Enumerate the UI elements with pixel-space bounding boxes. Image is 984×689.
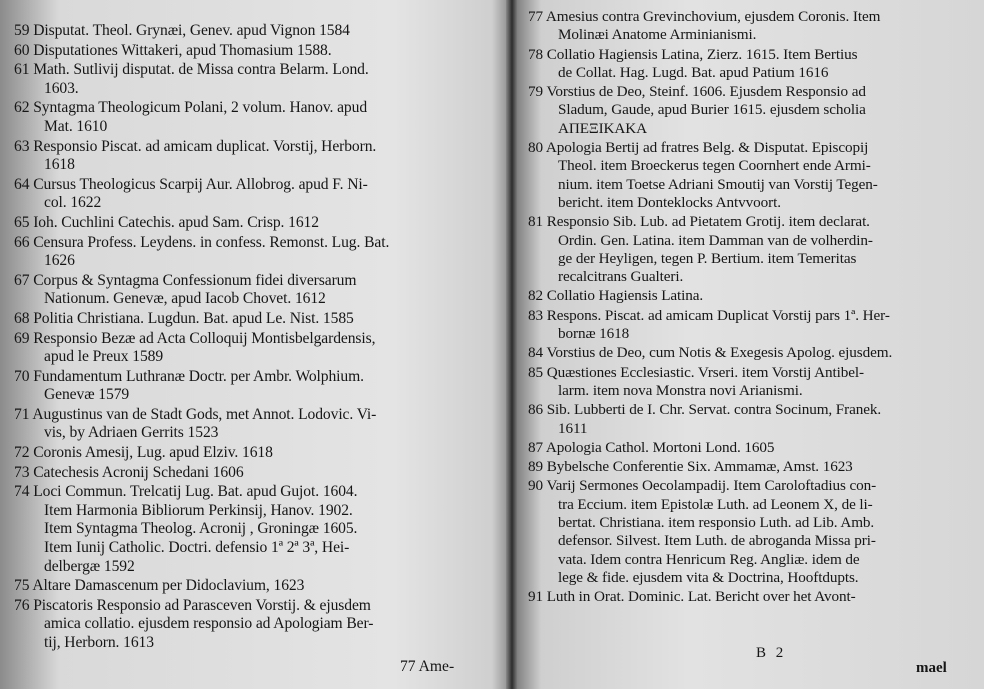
entry-text: Responsio Sib. Lub. ad Pietatem Grotij. item declarat. xyxy=(546,213,870,231)
entry-text: Apologia Cathol. Mortoni Lond. 1605 xyxy=(545,438,775,456)
catalog-entry xyxy=(14,577,490,596)
entry-first-line xyxy=(14,138,490,157)
catalog-entry xyxy=(14,61,490,98)
catalog-entry xyxy=(14,330,490,367)
right-page xyxy=(516,0,984,689)
entry-text: Apologia Bertij ad fratres Belg. & Disputat. Episcopij xyxy=(545,139,869,157)
entry-number: 71 xyxy=(14,405,30,423)
entry-continuation-line: bericht. item Donteklocks Antvvoort. xyxy=(558,193,781,211)
catalog-entry xyxy=(14,176,490,213)
entry-number: 79 xyxy=(528,83,543,101)
catalog-entry xyxy=(14,214,490,233)
entry-first-line xyxy=(14,99,490,118)
entry-first-line xyxy=(528,287,970,305)
entry-number: 76 xyxy=(14,596,30,614)
entry-continuation-line: delbergæ 1592 xyxy=(44,557,135,575)
entry-number: 83 xyxy=(528,306,543,324)
entry-continuation-line: Theol. item Broeckerus tegen Coornhert ende Armi- xyxy=(558,157,871,175)
entry-first-line xyxy=(528,46,970,64)
entry-text: Augustinus van de Stadt Gods, met Annot. Lodovic. Vi- xyxy=(32,405,377,423)
entry-first-line xyxy=(528,477,970,495)
entry-text: Coronis Amesij, Lug. apud Elziv. 1618 xyxy=(33,444,273,462)
entry-number: 87 xyxy=(528,438,543,456)
signature-mark: B 2 xyxy=(756,645,787,661)
entry-continuation-line: 1603. xyxy=(44,79,79,97)
entry-text: Syntagma Theologicum Polani, 2 volum. Hanov. apud xyxy=(33,99,368,117)
catalog-entry xyxy=(14,597,490,653)
catalog-entry xyxy=(528,287,970,305)
entry-number: 68 xyxy=(14,309,30,327)
entry-number: 59 xyxy=(14,22,30,39)
entry-text: Responsio Piscat. ad amicam duplicat. Vorstij, Herborn. xyxy=(33,137,377,155)
catalog-entry xyxy=(528,401,970,438)
entry-continuation-line: ΑΠΕΞΙΚΑΚΑ xyxy=(558,119,648,137)
entry-number: 90 xyxy=(528,477,543,495)
entry-first-line xyxy=(14,310,490,329)
entry-number: 75 xyxy=(14,577,30,595)
entry-text: Collatio Hagiensis Latina. xyxy=(546,287,704,305)
catalog-entry xyxy=(528,477,970,587)
entry-continuation-line: Molinæi Anatome Arminianismi. xyxy=(558,26,757,44)
entry-continuation-line: ge der Heyligen, tegen P. Bertium. item Temeritas xyxy=(558,249,857,267)
entry-continuation-line: tij, Herborn. 1613 xyxy=(44,634,154,651)
entry-continuation-line: amica collatio. ejusdem responsio ad Apologiam Ber- xyxy=(44,615,374,633)
catalog-entry xyxy=(14,138,490,175)
entry-text: Vorstius de Deo, Steinf. 1606. Ejusdem Responsio ad xyxy=(546,83,866,101)
entry-number: 82 xyxy=(528,287,543,305)
entry-text: Ioh. Cuchlini Catechis. apud Sam. Crisp. 1612 xyxy=(33,213,319,231)
entry-number: 77 xyxy=(528,8,543,25)
catalog-entry xyxy=(528,458,970,476)
entry-text: Sib. Lubberti de I. Chr. Servat. contra Socinum, Franek. xyxy=(546,401,882,419)
catalog-entry xyxy=(14,22,490,41)
entry-first-line xyxy=(14,214,490,233)
entry-first-line xyxy=(528,8,970,26)
entry-text: Cursus Theologicus Scarpij Aur. Allobrog. apud F. Ni- xyxy=(33,175,368,193)
entry-first-line xyxy=(14,22,490,41)
entry-number: 66 xyxy=(14,233,30,251)
entry-continuation-line: Item Iunij Catholic. Doctri. defensio 1ª 2ª 3ª, Hei- xyxy=(44,539,350,557)
entry-number: 64 xyxy=(14,175,30,193)
entry-number: 74 xyxy=(14,483,30,501)
catalog-entry xyxy=(528,588,970,606)
entry-number: 86 xyxy=(528,401,543,419)
entry-first-line xyxy=(528,307,970,325)
entry-91-continuation: mael xyxy=(916,660,947,676)
entry-continuation-line: de Collat. Hag. Lugd. Bat. apud Patium 1616 xyxy=(558,63,829,81)
entry-first-line xyxy=(528,213,970,231)
entry-text: Censura Profess. Leydens. in confess. Remonst. Lug. Bat. xyxy=(33,233,390,251)
entry-continuation-line: Ordin. Gen. Latina. item Damman van de volherdin- xyxy=(558,231,873,249)
entry-first-line xyxy=(14,61,490,80)
catalog-entry xyxy=(528,83,970,138)
entry-first-line xyxy=(528,83,970,101)
entry-text: Politia Christiana. Lugdun. Bat. apud Le. Nist. 1585 xyxy=(33,309,354,327)
entry-first-line xyxy=(14,406,490,425)
entry-continuation-line: col. 1622 xyxy=(44,194,102,212)
entry-number: 89 xyxy=(528,458,543,476)
entry-continuation-line: lege & fide. ejusdem vita & Doctrina, Hooftdupts. xyxy=(558,568,859,586)
entry-first-line xyxy=(14,577,490,596)
entry-continuation-line: defensor. Silvest. Item Luth. de abroganda Missa pri- xyxy=(558,532,876,550)
entry-text: Corpus & Syntagma Confessionum fidei diversarum xyxy=(33,271,357,289)
entry-first-line xyxy=(14,176,490,195)
entry-first-line xyxy=(528,401,970,419)
catalog-entry xyxy=(14,464,490,483)
entry-first-line xyxy=(528,139,970,157)
entry-continuation-line: 1611 xyxy=(558,419,588,437)
entry-first-line xyxy=(528,458,970,476)
entry-first-line xyxy=(14,42,490,61)
entry-continuation-line: vis, by Adriaen Gerrits 1523 xyxy=(44,424,219,442)
entry-text: Bybelsche Conferentie Six. Ammamæ, Amst. 1623 xyxy=(546,458,853,476)
entry-text: Disputationes Wittakeri, apud Thomasium 1588. xyxy=(33,41,332,59)
entry-number: 81 xyxy=(528,213,543,231)
entry-text: Responsio Bezæ ad Acta Colloquij Montisbelgardensis, xyxy=(33,329,376,347)
entry-continuation-line: Sladum, Gaude, apud Burier 1615. ejusdem scholia xyxy=(558,101,866,119)
entry-number: 80 xyxy=(528,139,543,157)
entry-first-line xyxy=(528,344,970,362)
entry-number: 84 xyxy=(528,344,543,362)
entry-continuation-line: bertat. Christiana. item responsio Luth. ad Lib. Amb. xyxy=(558,514,875,532)
catalog-entry xyxy=(528,213,970,286)
entry-continuation-line: 1626 xyxy=(44,252,75,270)
entry-continuation-line: Mat. 1610 xyxy=(44,117,108,135)
entry-text: Luth in Orat. Dominic. Lat. Bericht over het Avont- xyxy=(546,588,856,606)
entry-continuation-line: apud le Preux 1589 xyxy=(44,348,164,366)
entry-text: Quæstiones Ecclesiastic. Vrseri. item Vorstij Antibel- xyxy=(546,363,864,381)
catalog-entry xyxy=(528,307,970,344)
entry-continuation-line: Item Syntagma Theolog. Acronij , Groningæ 1605. xyxy=(44,520,358,538)
entry-number: 85 xyxy=(528,363,543,381)
entry-first-line xyxy=(14,330,490,349)
entry-continuation-line: larm. item nova Monstra novi Arianismi. xyxy=(558,381,803,399)
entry-first-line xyxy=(14,368,490,387)
entry-text: Disputat. Theol. Grynæi, Genev. apud Vignon 1584 xyxy=(33,22,350,39)
entry-text: Math. Sutlivij disputat. de Missa contra Belarm. Lond. xyxy=(33,61,369,79)
entry-continuation-line: nium. item Toetse Adriani Smoutij van Vorstij Tegen- xyxy=(558,175,878,193)
catalog-entry xyxy=(528,8,970,45)
entry-continuation-line: Nationum. Genevæ, apud Iacob Chovet. 1612 xyxy=(44,290,326,308)
entry-number: 63 xyxy=(14,137,30,155)
entry-text: Loci Commun. Trelcatij Lug. Bat. apud Gujot. 1604. xyxy=(33,483,358,501)
catalog-entry xyxy=(14,368,490,405)
entry-first-line xyxy=(14,597,490,616)
entry-number: 91 xyxy=(528,588,543,606)
catalog-entry xyxy=(14,42,490,61)
catalog-entry xyxy=(14,234,490,271)
entry-number: 65 xyxy=(14,213,30,231)
entry-number: 72 xyxy=(14,444,30,462)
entry-number: 70 xyxy=(14,367,30,385)
entry-first-line xyxy=(528,439,970,457)
catalog-entry xyxy=(528,364,970,401)
entry-first-line xyxy=(528,588,970,606)
entry-number: 62 xyxy=(14,99,30,117)
entry-text: Altare Damascenum per Didoclavium, 1623 xyxy=(32,577,305,595)
entry-number: 60 xyxy=(14,41,30,59)
entry-continuation-line: Genevæ 1579 xyxy=(44,386,130,404)
entry-first-line xyxy=(14,464,490,483)
entry-first-line xyxy=(528,364,970,382)
catalog-entry xyxy=(14,406,490,443)
entry-number: 78 xyxy=(528,45,543,63)
entry-number: 73 xyxy=(14,463,30,481)
entry-number: 61 xyxy=(14,61,30,79)
entry-text: Collatio Hagiensis Latina, Zierz. 1615. Item Bertius xyxy=(546,45,858,63)
entry-continuation-line: recalcitrans Gualteri. xyxy=(558,268,684,286)
catalog-entry xyxy=(528,46,970,83)
catchword: 77 Ame- xyxy=(400,658,455,675)
entry-text: Vorstius de Deo, cum Notis & Exegesis Apolog. ejusdem. xyxy=(546,344,893,362)
catalog-entry xyxy=(14,99,490,136)
entry-continuation-line: tra Eccium. item Epistolæ Luth. ad Leonem X, de li- xyxy=(558,495,873,513)
catalog-entry xyxy=(14,444,490,463)
entry-number: 69 xyxy=(14,329,30,347)
entry-text: Catechesis Acronij Schedani 1606 xyxy=(33,463,244,481)
entry-number: 67 xyxy=(14,271,30,289)
entry-text: Amesius contra Grevinchovium, ejusdem Coronis. Item xyxy=(545,8,881,25)
entry-text: Piscatoris Responsio ad Parasceven Vorstij. & ejusdem xyxy=(33,596,371,614)
entry-first-line xyxy=(14,444,490,463)
catalog-entry xyxy=(528,344,970,362)
catalog-entry xyxy=(528,439,970,457)
entry-first-line xyxy=(14,234,490,253)
entry-continuation-line: Item Harmonia Bibliorum Perkinsij, Hanov. 1902. xyxy=(44,501,353,519)
catalog-entry xyxy=(14,272,490,309)
catalog-entry xyxy=(14,310,490,329)
entry-text: Fundamentum Luthranæ Doctr. per Ambr. Wolphium. xyxy=(33,367,364,385)
entry-first-line xyxy=(14,483,490,502)
catalog-entry xyxy=(528,139,970,212)
entry-first-line xyxy=(14,272,490,291)
entry-continuation-line: bornæ 1618 xyxy=(558,325,630,343)
entry-text: Respons. Piscat. ad amicam Duplicat Vorstij pars 1ª. Her- xyxy=(546,306,890,324)
catalog-entry xyxy=(14,483,490,576)
entry-continuation-line: vata. Idem contra Henricum Reg. Angliæ. idem de xyxy=(558,550,860,568)
entry-continuation-line: 1618 xyxy=(44,156,75,174)
entry-text: Varij Sermones Oecolampadij. Item Caroloftadius con- xyxy=(546,477,877,495)
